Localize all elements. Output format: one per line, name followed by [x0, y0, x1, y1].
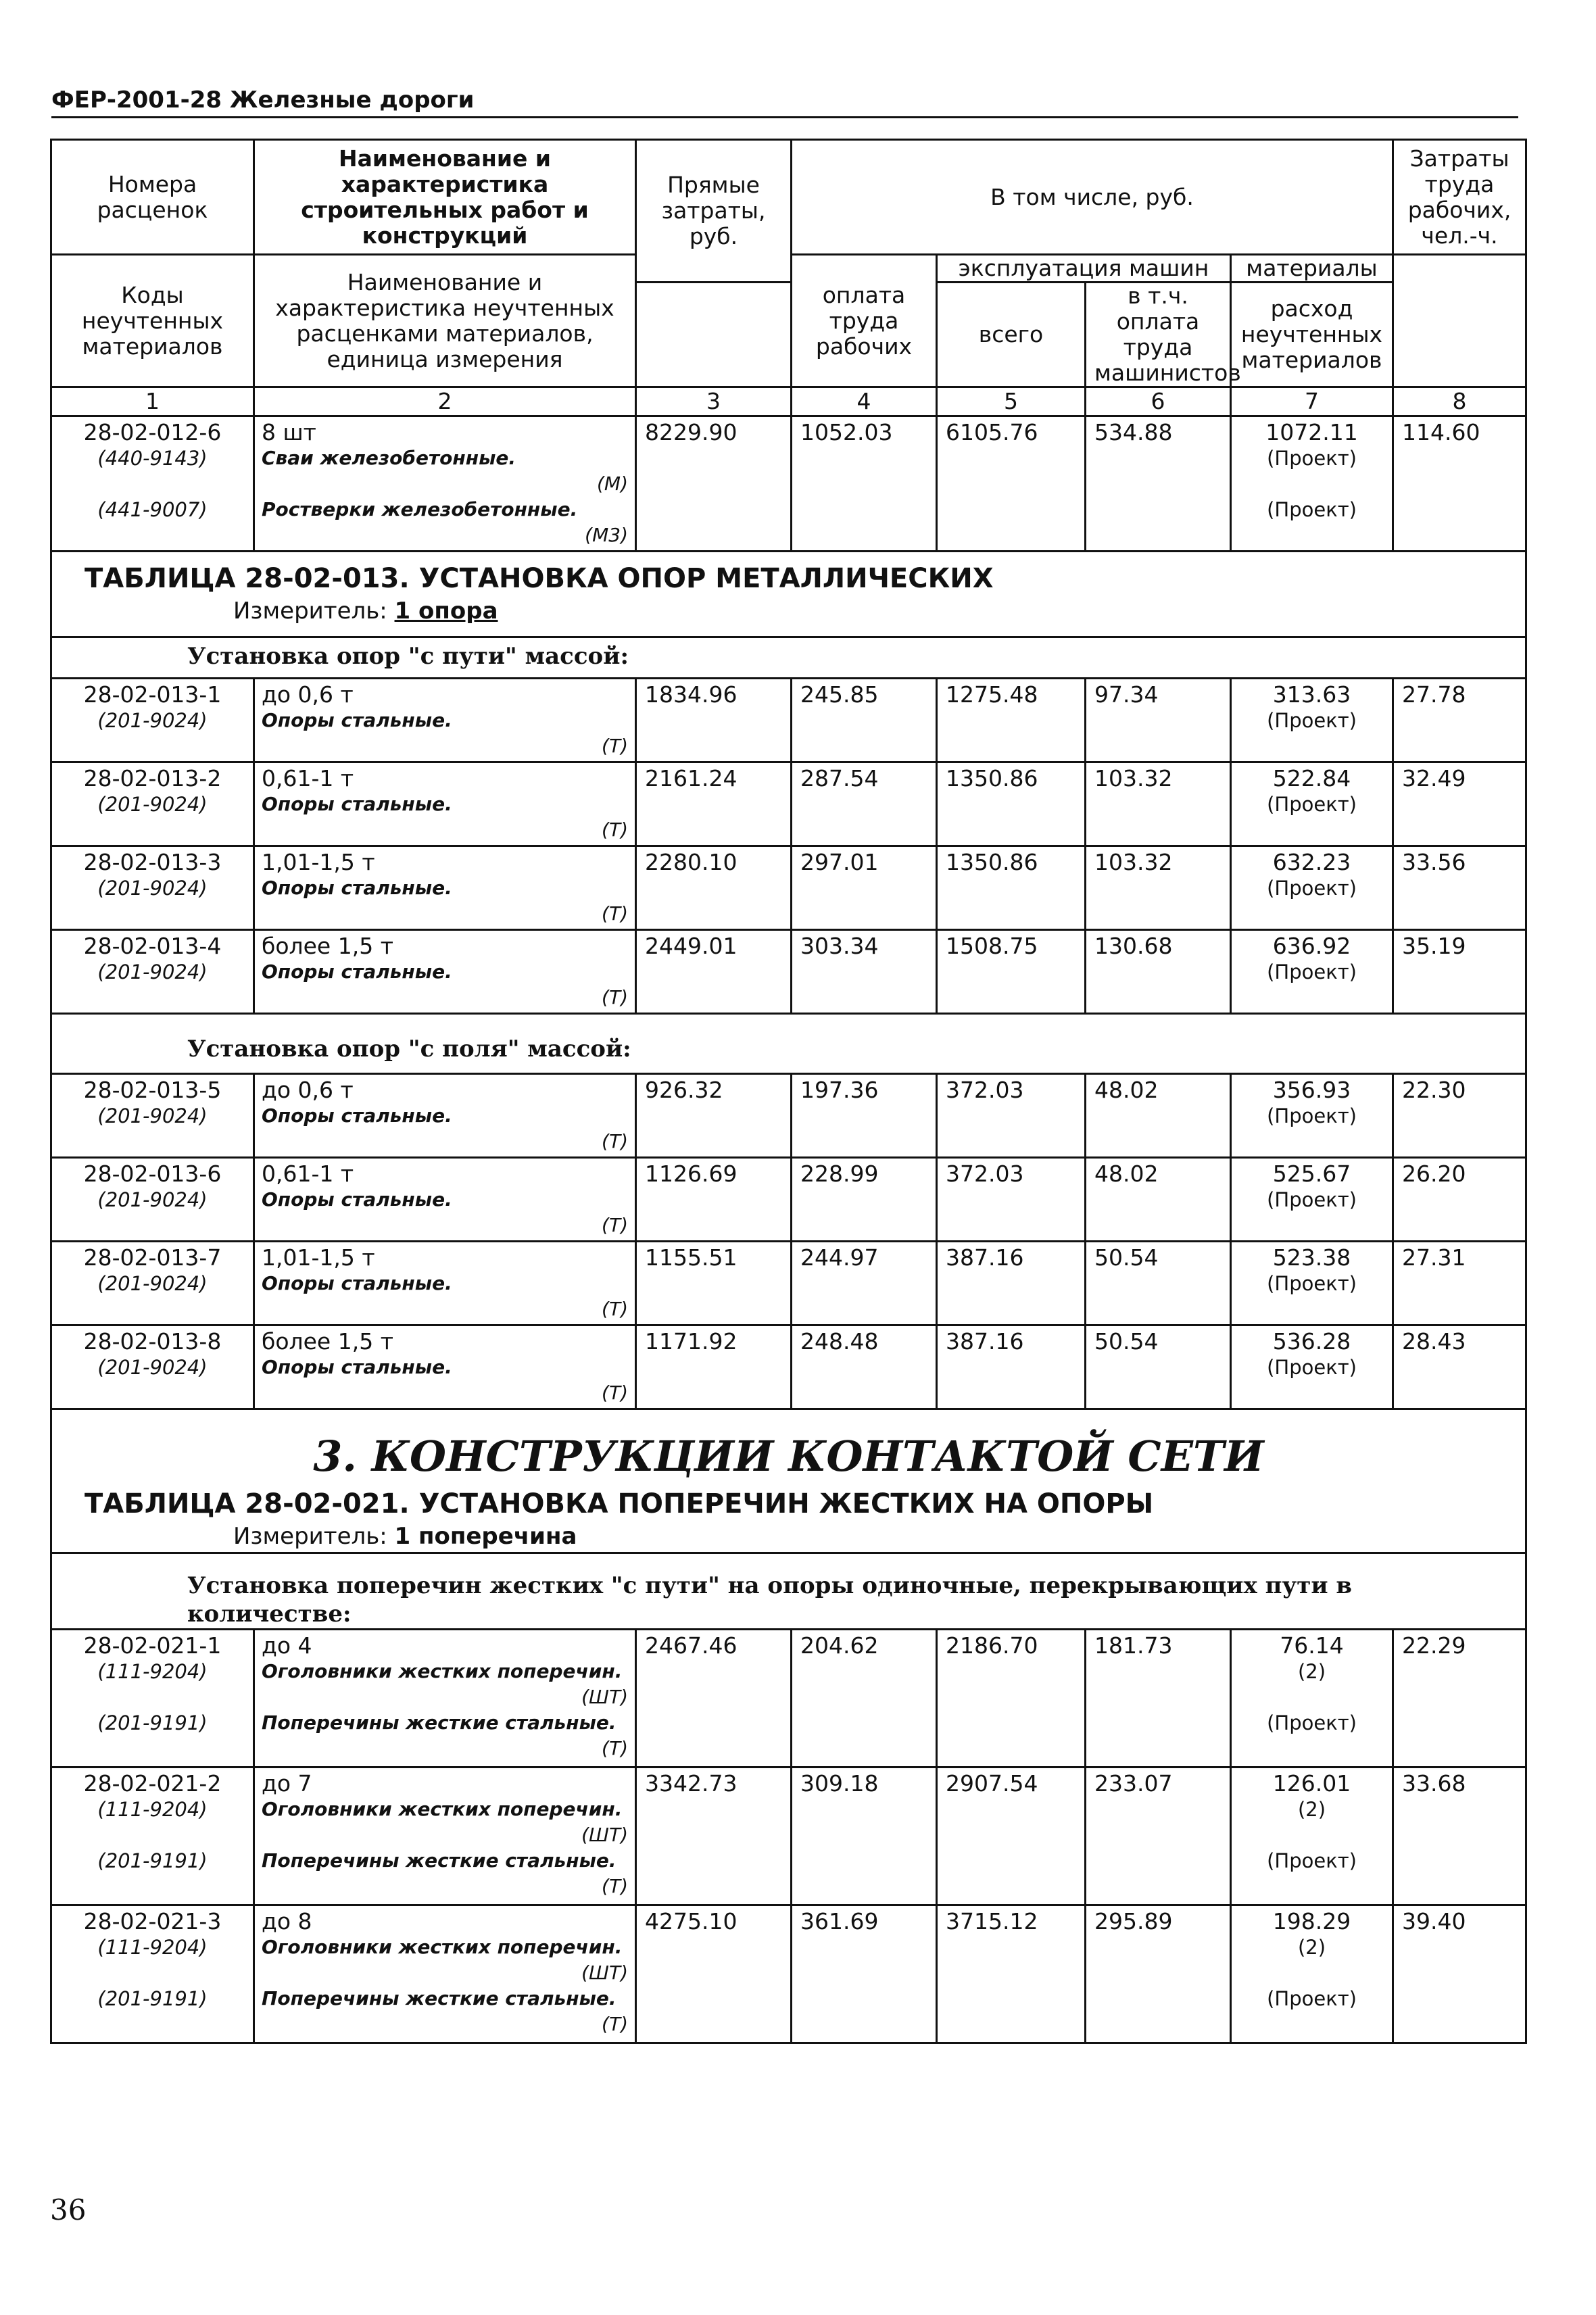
wages: 303.34	[792, 930, 937, 1014]
rate-code: 28-02-013-4	[83, 933, 222, 959]
material-name: Опоры стальные.	[262, 709, 452, 731]
material-unit: (Т)	[602, 819, 628, 841]
wages: 244.97	[792, 1242, 937, 1325]
wages: 309.18	[792, 1768, 937, 1905]
material-code: (441-9007)	[97, 498, 208, 521]
rate-code: 28-02-021-1	[83, 1632, 222, 1659]
machines-total: 3715.12	[937, 1905, 1086, 2043]
table-row	[51, 1158, 1526, 1242]
machines-wages: 97.34	[1086, 679, 1231, 762]
table-021-title: ТАБЛИЦА 28-02-021. УСТАНОВКА ПОПЕРЕЧИН ЖЕСТКИХ НА ОПОРЫ	[84, 1488, 1154, 1519]
material-quantity: (Проект)	[1267, 793, 1357, 816]
material-unit: (Т)	[602, 2013, 628, 2035]
rate-code: 28-02-012-6	[83, 419, 222, 445]
material-code: (201-9024)	[97, 960, 208, 983]
material-code: (201-9024)	[97, 1356, 208, 1379]
header-machines-total: всего	[937, 283, 1086, 387]
materials-value: 126.01	[1272, 1770, 1351, 1797]
material-quantity: (Проект)	[1267, 1987, 1357, 2010]
table-row	[51, 762, 1526, 846]
material-unit: (Т)	[602, 986, 628, 1008]
labor-cost: 22.29	[1393, 1630, 1526, 1768]
material-code: (111-9204)	[97, 1660, 208, 1683]
machines-total: 2186.70	[937, 1630, 1086, 1768]
table-013-heading	[51, 552, 1526, 637]
materials-value: 523.38	[1272, 1244, 1351, 1271]
rate-desc: до 4	[262, 1632, 312, 1659]
material-name: Опоры стальные.	[262, 1356, 452, 1378]
material-code: (201-9024)	[97, 1104, 208, 1127]
machines-wages: 295.89	[1086, 1905, 1231, 2043]
group-heading: Установка поперечин жестких "с пути" на опоры одиночные, перекрывающих пути в количестве:	[51, 1553, 1526, 1630]
material-unit: (Т)	[602, 1382, 628, 1404]
material-quantity: (Проект)	[1267, 709, 1357, 732]
rate-code-cell	[51, 679, 254, 762]
index-cell: 8	[1393, 387, 1526, 416]
rate-code: 28-02-013-3	[83, 849, 222, 875]
table-row	[51, 1325, 1526, 1409]
material-code: (111-9204)	[97, 1798, 208, 1821]
material-code: (201-9191)	[97, 1987, 208, 2010]
rate-name-cell	[254, 762, 636, 846]
labor-cost: 33.56	[1393, 846, 1526, 930]
rate-code-cell	[51, 1325, 254, 1409]
material-code: (201-9024)	[97, 877, 208, 900]
rate-code-cell	[51, 930, 254, 1014]
material-quantity: (Проект)	[1267, 960, 1357, 983]
rate-name-cell	[254, 1242, 636, 1325]
table-021-rows	[51, 1630, 1526, 2043]
header-labor: Затраты труда рабочих, чел.-ч.	[1393, 140, 1526, 255]
group-heading-row	[51, 1014, 1526, 1074]
machines-total: 372.03	[937, 1158, 1086, 1242]
material-name: Сваи железобетонные.	[262, 447, 516, 469]
direct-cost: 2161.24	[636, 762, 792, 846]
material-unit: (М)	[596, 472, 628, 495]
rate-name-cell	[254, 846, 636, 930]
machines-total: 372.03	[937, 1074, 1086, 1158]
rate-code-cell	[51, 1242, 254, 1325]
machines-wages: 233.07	[1086, 1768, 1231, 1905]
material-unit: (Т)	[602, 735, 628, 757]
labor-cost: 28.43	[1393, 1325, 1526, 1409]
material-quantity: (Проект)	[1267, 1711, 1357, 1734]
page-number: 36	[50, 2193, 87, 2226]
rate-desc: 1,01-1,5 т	[262, 1244, 375, 1271]
index-cell: 2	[254, 387, 636, 416]
machines-total: 1350.86	[937, 846, 1086, 930]
index-cell: 6	[1086, 387, 1231, 416]
materials-value: 525.67	[1272, 1161, 1351, 1187]
material-name: Поперечины жесткие стальные.	[262, 1849, 616, 1872]
machines-wages: 130.68	[1086, 930, 1231, 1014]
header-codes-bottom: Коды неучтенных материалов	[51, 255, 254, 387]
table-013-heading-row	[51, 552, 1526, 637]
material-code: (201-9024)	[97, 793, 208, 816]
header-codes-top: Номера расценок	[51, 140, 254, 255]
material-name: Опоры стальные.	[262, 793, 452, 815]
wages: 228.99	[792, 1158, 937, 1242]
material-quantity: (2)	[1297, 1798, 1326, 1821]
material-code: (440-9143)	[97, 447, 208, 470]
material-name: Опоры стальные.	[262, 877, 452, 899]
material-code: (111-9204)	[97, 1936, 208, 1959]
material-unit: (Т)	[602, 902, 628, 925]
direct-cost: 4275.10	[636, 1905, 792, 2043]
spacer	[1236, 1822, 1388, 1848]
table-row	[51, 679, 1526, 762]
materials-value: 536.28	[1272, 1328, 1351, 1355]
rate-desc: более 1,5 т	[262, 933, 393, 959]
machines-wages: 103.32	[1086, 762, 1231, 846]
rate-desc: 0,61-1 т	[262, 1161, 354, 1187]
direct-cost: 1126.69	[636, 1158, 792, 1242]
material-name: Оголовники жестких поперечин.	[262, 1660, 623, 1682]
material-unit: (ШТ)	[581, 1961, 628, 1984]
rate-code: 28-02-013-1	[83, 681, 222, 708]
rate-code-cell	[51, 1768, 254, 1905]
material-unit: (Т)	[602, 1214, 628, 1236]
materials-value: 313.63	[1272, 681, 1351, 708]
materials-cell	[1231, 679, 1393, 762]
material-name: Опоры стальные.	[262, 1272, 452, 1294]
materials-cell	[1231, 762, 1393, 846]
materials-value: 632.23	[1272, 849, 1351, 875]
material-code: (201-9191)	[97, 1711, 208, 1734]
table-021-measure: Измеритель: 1 поперечина	[233, 1523, 577, 1550]
wages: 297.01	[792, 846, 937, 930]
machines-total: 387.16	[937, 1325, 1086, 1409]
rate-code: 28-02-013-7	[83, 1244, 222, 1271]
rates-sheet	[50, 139, 1525, 2044]
labor-cost: 39.40	[1393, 1905, 1526, 2043]
machines-total: 1350.86	[937, 762, 1086, 846]
rate-code: 28-02-013-5	[83, 1077, 222, 1103]
machines-wages: 50.54	[1086, 1242, 1231, 1325]
rate-code-cell	[51, 846, 254, 930]
machines-total: 1508.75	[937, 930, 1086, 1014]
header-name-top: Наименование и характеристика строительных работ и конструкций	[254, 140, 636, 255]
material-quantity: (Проект)	[1267, 1849, 1357, 1872]
machines-wages: 181.73	[1086, 1630, 1231, 1768]
material-unit: (ШТ)	[581, 1824, 628, 1846]
table-row	[51, 1630, 1526, 1768]
table-013-group-1	[51, 679, 1526, 1014]
material-name: Опоры стальные.	[262, 1104, 452, 1127]
material-unit: (Т)	[602, 1875, 628, 1897]
materials-cell	[1231, 846, 1393, 930]
machines-total: 6105.76	[937, 416, 1086, 552]
rate-desc: до 0,6 т	[262, 1077, 354, 1103]
materials-value: 636.92	[1272, 933, 1351, 959]
index-cell: 1	[51, 387, 254, 416]
rate-code-cell	[51, 762, 254, 846]
table-013-measure: Измеритель: 1 опора	[233, 598, 498, 625]
materials-value: 356.93	[1272, 1077, 1351, 1103]
index-cell: 5	[937, 387, 1086, 416]
materials-value: 76.14	[1280, 1632, 1344, 1659]
labor-cost: 27.31	[1393, 1242, 1526, 1325]
material-code: (201-9191)	[97, 1849, 208, 1872]
material-quantity: (Проект)	[1267, 1104, 1357, 1127]
table-013-title: ТАБЛИЦА 28-02-013. УСТАНОВКА ОПОР МЕТАЛЛИЧЕСКИХ	[84, 563, 994, 594]
header-wages: оплата труда рабочих	[792, 255, 937, 387]
rate-desc: 8 шт	[262, 419, 316, 445]
material-quantity: (Проект)	[1267, 498, 1357, 521]
table-row	[51, 846, 1526, 930]
rate-name-cell	[254, 416, 636, 552]
group-heading-row	[51, 1553, 1526, 1630]
index-cell: 3	[636, 387, 792, 416]
direct-cost: 2449.01	[636, 930, 792, 1014]
rate-desc: до 0,6 т	[262, 681, 354, 708]
spacer	[1236, 1684, 1388, 1710]
header-direct: Прямые затраты, руб.	[636, 140, 792, 283]
group-heading: Установка опор "с поля" массой:	[51, 1014, 1526, 1074]
section-heading-row	[51, 1409, 1526, 1553]
material-name: Поперечины жесткие стальные.	[262, 1987, 616, 2009]
materials-cell	[1231, 1158, 1393, 1242]
index-cell: 7	[1231, 387, 1393, 416]
machines-wages: 48.02	[1086, 1074, 1231, 1158]
materials-cell	[1231, 1630, 1393, 1768]
machines-total: 1275.48	[937, 679, 1086, 762]
material-name: Опоры стальные.	[262, 1188, 452, 1211]
material-name: Оголовники жестких поперечин.	[262, 1936, 623, 1958]
material-quantity: (2)	[1297, 1660, 1326, 1683]
wages: 248.48	[792, 1325, 937, 1409]
material-quantity: (Проект)	[1267, 877, 1357, 900]
material-quantity: (Проект)	[1267, 1356, 1357, 1379]
materials-cell	[1231, 1768, 1393, 1905]
direct-cost: 2467.46	[636, 1630, 792, 1768]
material-quantity: (Проект)	[1267, 447, 1357, 470]
table-row	[51, 930, 1526, 1014]
labor-cost: 27.78	[1393, 679, 1526, 762]
material-quantity: (Проект)	[1267, 1188, 1357, 1211]
direct-cost: 8229.90	[636, 416, 792, 552]
rate-name-cell	[254, 1158, 636, 1242]
labor-cost: 26.20	[1393, 1158, 1526, 1242]
materials-cell	[1231, 1325, 1393, 1409]
rate-code-cell	[51, 1158, 254, 1242]
direct-cost: 926.32	[636, 1074, 792, 1158]
rate-desc: 0,61-1 т	[262, 765, 354, 791]
material-name: Ростверки железобетонные.	[262, 498, 578, 520]
direct-cost: 1171.92	[636, 1325, 792, 1409]
direct-cost: 3342.73	[636, 1768, 792, 1905]
machines-wages: 103.32	[1086, 846, 1231, 930]
materials-cell	[1231, 1242, 1393, 1325]
rate-code: 28-02-021-3	[83, 1908, 222, 1934]
spacer	[56, 1960, 249, 1986]
rate-name-cell	[254, 1768, 636, 1905]
rates-table	[50, 139, 1527, 2044]
machines-wages: 48.02	[1086, 1158, 1231, 1242]
material-quantity: (2)	[1297, 1936, 1326, 1959]
materials-value: 198.29	[1272, 1908, 1351, 1934]
table-row	[51, 416, 1526, 552]
material-name: Опоры стальные.	[262, 960, 452, 983]
direct-cost: 1834.96	[636, 679, 792, 762]
table-row	[51, 1074, 1526, 1158]
rate-code-cell	[51, 416, 254, 552]
labor-cost: 32.49	[1393, 762, 1526, 846]
table-row	[51, 1905, 1526, 2043]
group-heading: Установка опор "с пути" массой:	[51, 637, 1526, 679]
wages: 245.85	[792, 679, 937, 762]
machines-total: 387.16	[937, 1242, 1086, 1325]
rate-name-cell	[254, 1905, 636, 2043]
direct-cost: 2280.10	[636, 846, 792, 930]
header-machines-wages: в т.ч. оплата труда машинистов	[1086, 283, 1231, 387]
table-013-group-2	[51, 1074, 1526, 1409]
material-name: Поперечины жесткие стальные.	[262, 1711, 616, 1734]
rate-desc: до 7	[262, 1770, 312, 1797]
rate-name-cell	[254, 1630, 636, 1768]
wages: 361.69	[792, 1905, 937, 2043]
rate-name-cell	[254, 679, 636, 762]
labor-cost: 114.60	[1393, 416, 1526, 552]
header-materials: материалы	[1231, 255, 1393, 283]
wages: 197.36	[792, 1074, 937, 1158]
rate-desc: 1,01-1,5 т	[262, 849, 375, 875]
group-heading-row	[51, 637, 1526, 679]
rate-code-cell	[51, 1074, 254, 1158]
section-heading	[51, 1409, 1526, 1553]
material-code: (201-9024)	[97, 1188, 208, 1211]
index-row	[51, 387, 1526, 416]
spacer	[56, 1684, 249, 1710]
labor-cost: 22.30	[1393, 1074, 1526, 1158]
rate-code: 28-02-013-8	[83, 1328, 222, 1355]
rate-name-cell	[254, 930, 636, 1014]
table-row	[51, 1242, 1526, 1325]
section-title: 3. КОНСТРУКЦИИ КОНТАКТОЙ СЕТИ	[313, 1432, 1264, 1481]
spacer	[1236, 1960, 1388, 1986]
rate-code: 28-02-021-2	[83, 1770, 222, 1797]
material-quantity: (Проект)	[1267, 1272, 1357, 1295]
material-unit: (ШТ)	[581, 1686, 628, 1708]
materials-cell	[1231, 1905, 1393, 2043]
material-code: (201-9024)	[97, 709, 208, 732]
header-materials-uncounted: расход неучтенных материалов	[1231, 283, 1393, 387]
material-name: Оголовники жестких поперечин.	[262, 1798, 623, 1820]
index-cell: 4	[792, 387, 937, 416]
materials-value: 522.84	[1272, 765, 1351, 791]
header-labor-blank	[1393, 255, 1526, 387]
materials-value: 1072.11	[1265, 419, 1358, 445]
rate-name-cell	[254, 1325, 636, 1409]
materials-cell	[1231, 1074, 1393, 1158]
materials-cell	[1231, 416, 1393, 552]
header-name-bottom: Наименование и характеристика неучтенных расценками материалов, единица измерения	[254, 255, 636, 387]
running-head: ФЕР-2001-28 Железные дороги	[51, 87, 1518, 118]
spacer	[56, 1822, 249, 1848]
rate-name-cell	[254, 1074, 636, 1158]
material-unit: (Т)	[602, 1298, 628, 1320]
labor-cost: 33.68	[1393, 1768, 1526, 1905]
wages: 1052.03	[792, 416, 937, 552]
material-unit: (Т)	[602, 1130, 628, 1152]
rate-code: 28-02-013-6	[83, 1161, 222, 1187]
rate-code-cell	[51, 1630, 254, 1768]
header-machines: эксплуатация машин	[937, 255, 1231, 283]
rate-desc: более 1,5 т	[262, 1328, 393, 1355]
table-row	[51, 1768, 1526, 1905]
labor-cost: 35.19	[1393, 930, 1526, 1014]
machines-wages: 50.54	[1086, 1325, 1231, 1409]
materials-cell	[1231, 930, 1393, 1014]
header-direct-blank	[636, 283, 792, 387]
machines-total: 2907.54	[937, 1768, 1086, 1905]
wages: 204.62	[792, 1630, 937, 1768]
material-unit: (М3)	[585, 524, 628, 546]
rate-code-cell	[51, 1905, 254, 2043]
rate-desc: до 8	[262, 1908, 312, 1934]
wages: 287.54	[792, 762, 937, 846]
header-row-1	[51, 140, 1526, 255]
direct-cost: 1155.51	[636, 1242, 792, 1325]
machines-wages: 534.88	[1086, 416, 1231, 552]
rate-code: 28-02-013-2	[83, 765, 222, 791]
material-code: (201-9024)	[97, 1272, 208, 1295]
material-unit: (Т)	[602, 1737, 628, 1759]
header-including: В том числе, руб.	[792, 140, 1393, 255]
